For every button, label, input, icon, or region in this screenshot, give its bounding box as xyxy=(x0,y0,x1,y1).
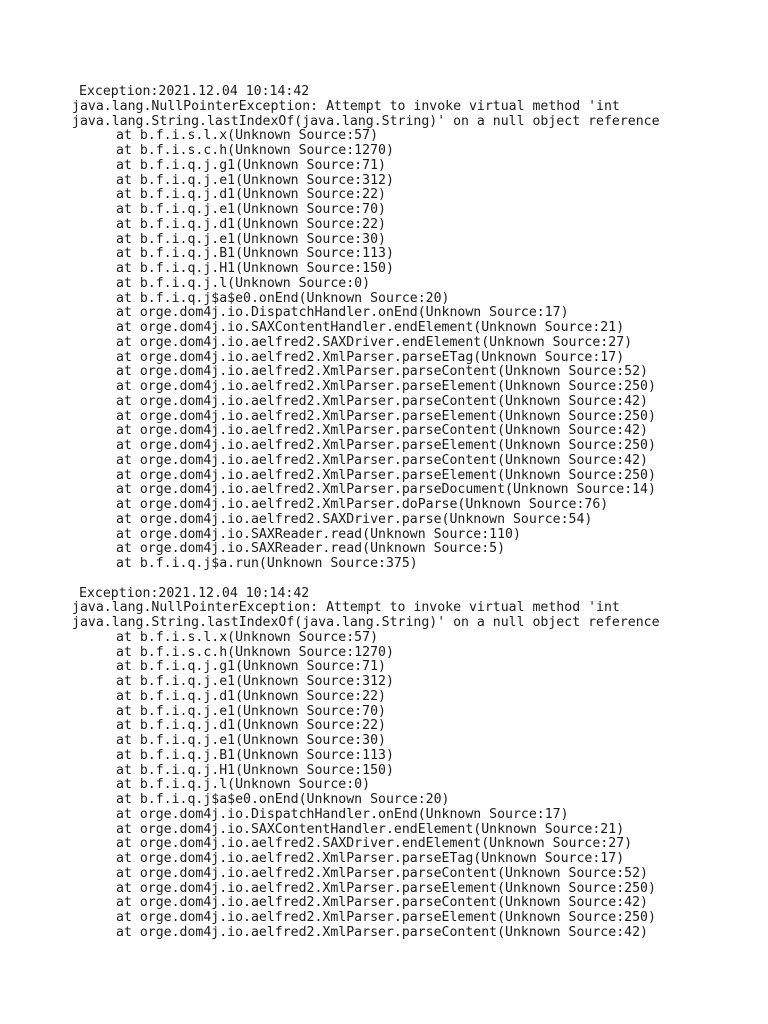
stack-frame: at orge.dom4j.io.aelfred2.XmlParser.parseElement(Unknown Source:250) xyxy=(116,379,656,394)
stack-frame: at b.f.i.q.j.l(Unknown Source:0) xyxy=(116,777,371,793)
stack-frame: at b.f.i.s.c.h(Unknown Source:1270) xyxy=(116,644,394,660)
stack-frame: at orge.dom4j.io.SAXReader.read(Unknown Source:110) xyxy=(116,526,521,542)
stack-frame: at orge.dom4j.io.aelfred2.XmlParser.parseContent(Unknown Source:42) xyxy=(116,895,648,911)
stack-frame: at orge.dom4j.io.aelfred2.XmlParser.parseContent(Unknown Source:42) xyxy=(116,393,648,409)
stack-frame: at b.f.i.q.j.l(Unknown Source:0) xyxy=(116,275,371,291)
stack-frame: at b.f.i.q.j.d1(Unknown Source:22) xyxy=(116,688,386,704)
stack-frame: at orge.dom4j.io.aelfred2.XmlParser.parseElement(Unknown Source:250) xyxy=(116,910,656,925)
exception-message: java.lang.String.lastIndexOf(java.lang.String)' on a null object reference xyxy=(72,615,660,630)
stack-frame: at orge.dom4j.io.aelfred2.XmlParser.parseDocument(Unknown Source:14) xyxy=(116,482,656,498)
stack-frame: at b.f.i.q.j.e1(Unknown Source:312) xyxy=(116,172,394,188)
document-page xyxy=(72,85,752,955)
stack-frame: at orge.dom4j.io.aelfred2.XmlParser.parseElement(Unknown Source:250) xyxy=(116,408,656,424)
stack-frame: at orge.dom4j.io.aelfred2.SAXDriver.endElement(Unknown Source:27) xyxy=(116,836,633,852)
stack-frame: at b.f.i.q.j.e1(Unknown Source:312) xyxy=(116,674,394,689)
stack-frame: at b.f.i.q.j.B1(Unknown Source:113) xyxy=(116,246,394,262)
stack-frame: at b.f.i.q.j.e1(Unknown Source:70) xyxy=(116,202,386,217)
stack-frame: at b.f.i.s.c.h(Unknown Source:1270) xyxy=(116,143,394,158)
exception-message: java.lang.NullPointerException: Attempt to invoke virtual method 'int xyxy=(72,600,620,616)
stack-frame: at orge.dom4j.io.aelfred2.XmlParser.parseETag(Unknown Source:17) xyxy=(116,349,625,365)
stack-frame: at orge.dom4j.io.aelfred2.SAXDriver.parse(Unknown Source:54) xyxy=(116,511,593,527)
stack-frame: at orge.dom4j.io.aelfred2.XmlParser.parseETag(Unknown Source:17) xyxy=(116,851,625,866)
stack-frame: at b.f.i.q.j.d1(Unknown Source:22) xyxy=(116,216,386,232)
stack-frame: at b.f.i.q.j.e1(Unknown Source:30) xyxy=(116,231,386,247)
exception-block xyxy=(72,85,752,572)
stack-frame: at orge.dom4j.io.aelfred2.SAXDriver.endElement(Unknown Source:27) xyxy=(116,334,633,350)
stack-frame: at b.f.i.q.j$a$e0.onEnd(Unknown Source:20) xyxy=(116,792,450,807)
stack-frame: at orge.dom4j.io.aelfred2.XmlParser.parseElement(Unknown Source:250) xyxy=(116,467,656,483)
stack-frame: at orge.dom4j.io.SAXContentHandler.endElement(Unknown Source:21) xyxy=(116,821,625,837)
stack-frame: at b.f.i.q.j.d1(Unknown Source:22) xyxy=(116,718,386,734)
stack-frame: at b.f.i.q.j.e1(Unknown Source:70) xyxy=(116,703,386,719)
exception-message: java.lang.NullPointerException: Attempt to invoke virtual method 'int xyxy=(72,98,620,114)
stack-frame: at orge.dom4j.io.aelfred2.XmlParser.doParse(Unknown Source:76) xyxy=(116,497,609,512)
exception-block xyxy=(72,587,752,941)
stack-frame: at orge.dom4j.io.DispatchHandler.onEnd(Unknown Source:17) xyxy=(116,806,569,822)
stack-frame: at b.f.i.q.j.H1(Unknown Source:150) xyxy=(116,261,394,276)
exception-header: Exception:2021.12.04 10:14:42 xyxy=(79,84,310,99)
stack-frame: at orge.dom4j.io.aelfred2.XmlParser.parseContent(Unknown Source:42) xyxy=(116,924,648,940)
stack-frame: at b.f.i.s.l.x(Unknown Source:57) xyxy=(116,629,379,645)
stack-frame: at b.f.i.q.j.g1(Unknown Source:71) xyxy=(116,157,386,173)
exception-message: java.lang.String.lastIndexOf(java.lang.String)' on a null object reference xyxy=(72,113,660,129)
stack-frame: at orge.dom4j.io.SAXContentHandler.endElement(Unknown Source:21) xyxy=(116,320,625,335)
stack-frame: at orge.dom4j.io.SAXReader.read(Unknown Source:5) xyxy=(116,541,506,557)
stack-frame: at orge.dom4j.io.aelfred2.XmlParser.parseContent(Unknown Source:42) xyxy=(116,452,648,468)
stack-frame: at b.f.i.q.j.B1(Unknown Source:113) xyxy=(116,747,394,763)
stack-frame: at orge.dom4j.io.aelfred2.XmlParser.parseContent(Unknown Source:52) xyxy=(116,364,648,380)
stack-frame: at orge.dom4j.io.DispatchHandler.onEnd(Unknown Source:17) xyxy=(116,305,569,321)
stack-frame: at b.f.i.s.l.x(Unknown Source:57) xyxy=(116,128,379,144)
exception-header: Exception:2021.12.04 10:14:42 xyxy=(79,585,310,601)
stack-frame: at b.f.i.q.j$a$e0.onEnd(Unknown Source:20) xyxy=(116,290,450,306)
stack-frame: at b.f.i.q.j.e1(Unknown Source:30) xyxy=(116,733,386,748)
stack-frame: at b.f.i.q.j.H1(Unknown Source:150) xyxy=(116,762,394,778)
stack-frame: at orge.dom4j.io.aelfred2.XmlParser.parseContent(Unknown Source:42) xyxy=(116,423,648,439)
stack-frame: at orge.dom4j.io.aelfred2.XmlParser.parseContent(Unknown Source:52) xyxy=(116,865,648,881)
stack-frame: at b.f.i.q.j.d1(Unknown Source:22) xyxy=(116,187,386,203)
stack-frame: at orge.dom4j.io.aelfred2.XmlParser.parseElement(Unknown Source:250) xyxy=(116,438,656,453)
stack-frame: at b.f.i.q.j.g1(Unknown Source:71) xyxy=(116,659,386,675)
stack-frame: at orge.dom4j.io.aelfred2.XmlParser.parseElement(Unknown Source:250) xyxy=(116,880,656,896)
stack-frame: at b.f.i.q.j$a.run(Unknown Source:375) xyxy=(116,556,418,571)
